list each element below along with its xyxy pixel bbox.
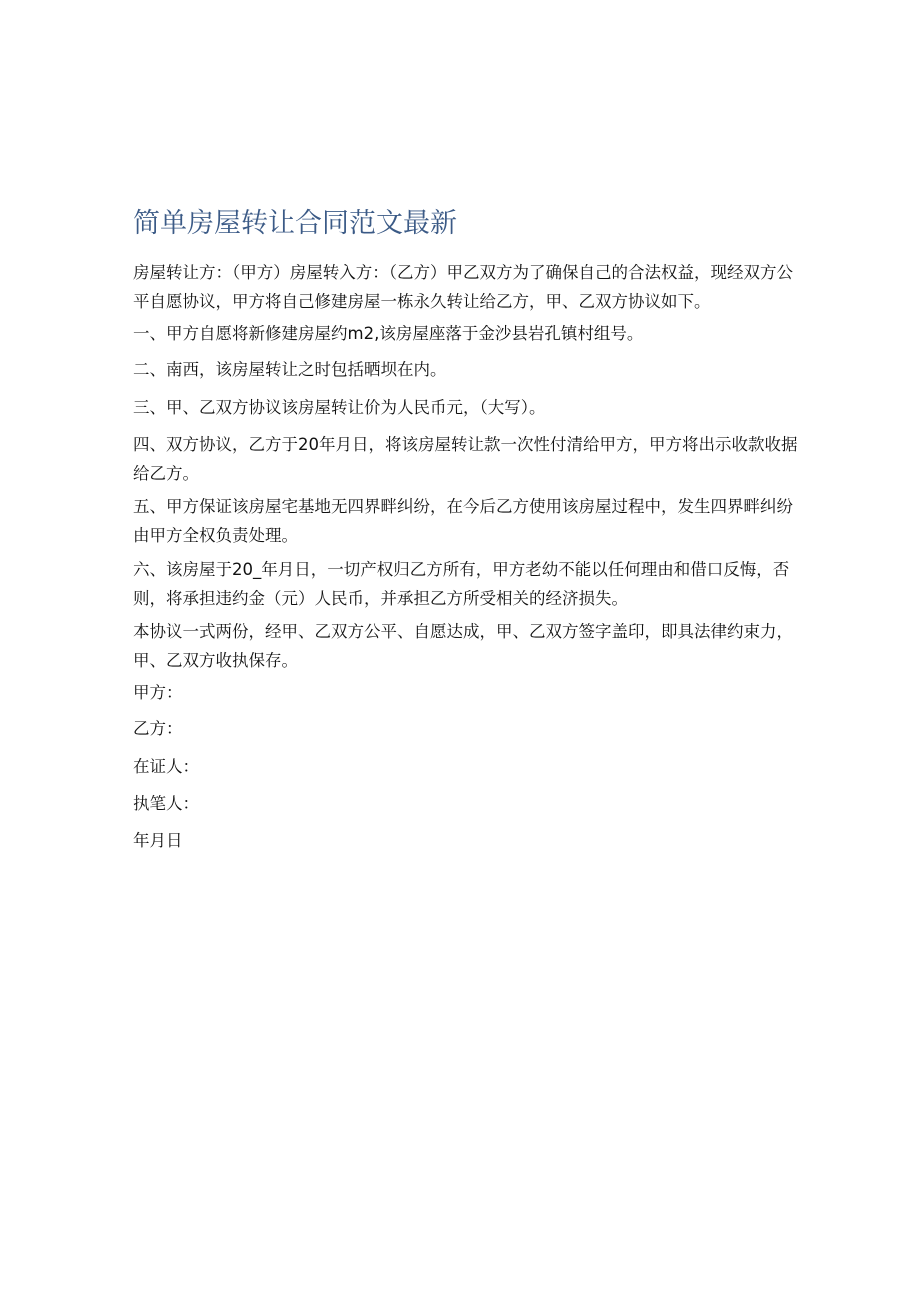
signature-party-b: 乙方： <box>133 719 183 738</box>
paragraph-clause-1: 一、甲方自愿将新修建房屋约m2,该房屋座落于金沙县岩孔镇村组号。 <box>133 324 644 343</box>
paragraph-clause-4: 四、双方协议，乙方于20年月日，将该房屋转让款一次性付清给甲方，甲方将出示收款收据给乙方。 <box>133 435 798 483</box>
paragraph-clause-6: 六、该房屋于20_年月日，一切产权归乙方所有，甲方老幼不能以任何理由和借口反悔，否则，将承担违约金（元）人民币，并承担乙方所受相关的经济损失。 <box>133 560 790 608</box>
paragraph-clause-2: 二、南西，该房屋转让之时包括晒坝在内。 <box>133 360 447 379</box>
signature-witness: 在证人： <box>133 757 199 776</box>
paragraph-clause-3: 三、甲、乙双方协议该房屋转让价为人民币元，（大写）。 <box>133 398 546 417</box>
document-title: 简单房屋转让合同范文最新 <box>133 208 457 239</box>
paragraph-intro: 房屋转让方：（甲方）房屋转入方：（乙方）甲乙双方为了确保自己的合法权益，现经双方公平自愿协议，甲方将自己修建房屋一栋永久转让给乙方，甲、乙双方协议如下。 <box>133 263 793 311</box>
signature-date: 年月日 <box>133 831 183 850</box>
paragraph-clause-5: 五、甲方保证该房屋宅基地无四界畔纠纷，在今后乙方使用该房屋过程中，发生四界畔纠纷由甲方全权负责处理。 <box>133 497 793 545</box>
paragraph-closing: 本协议一式两份，经甲、乙双方公平、自愿达成，甲、乙双方签字盖印，即具法律约束力，甲、乙双方收执保存。 <box>133 622 793 670</box>
signature-writer: 执笔人： <box>133 794 199 813</box>
signature-party-a: 甲方： <box>133 683 183 702</box>
